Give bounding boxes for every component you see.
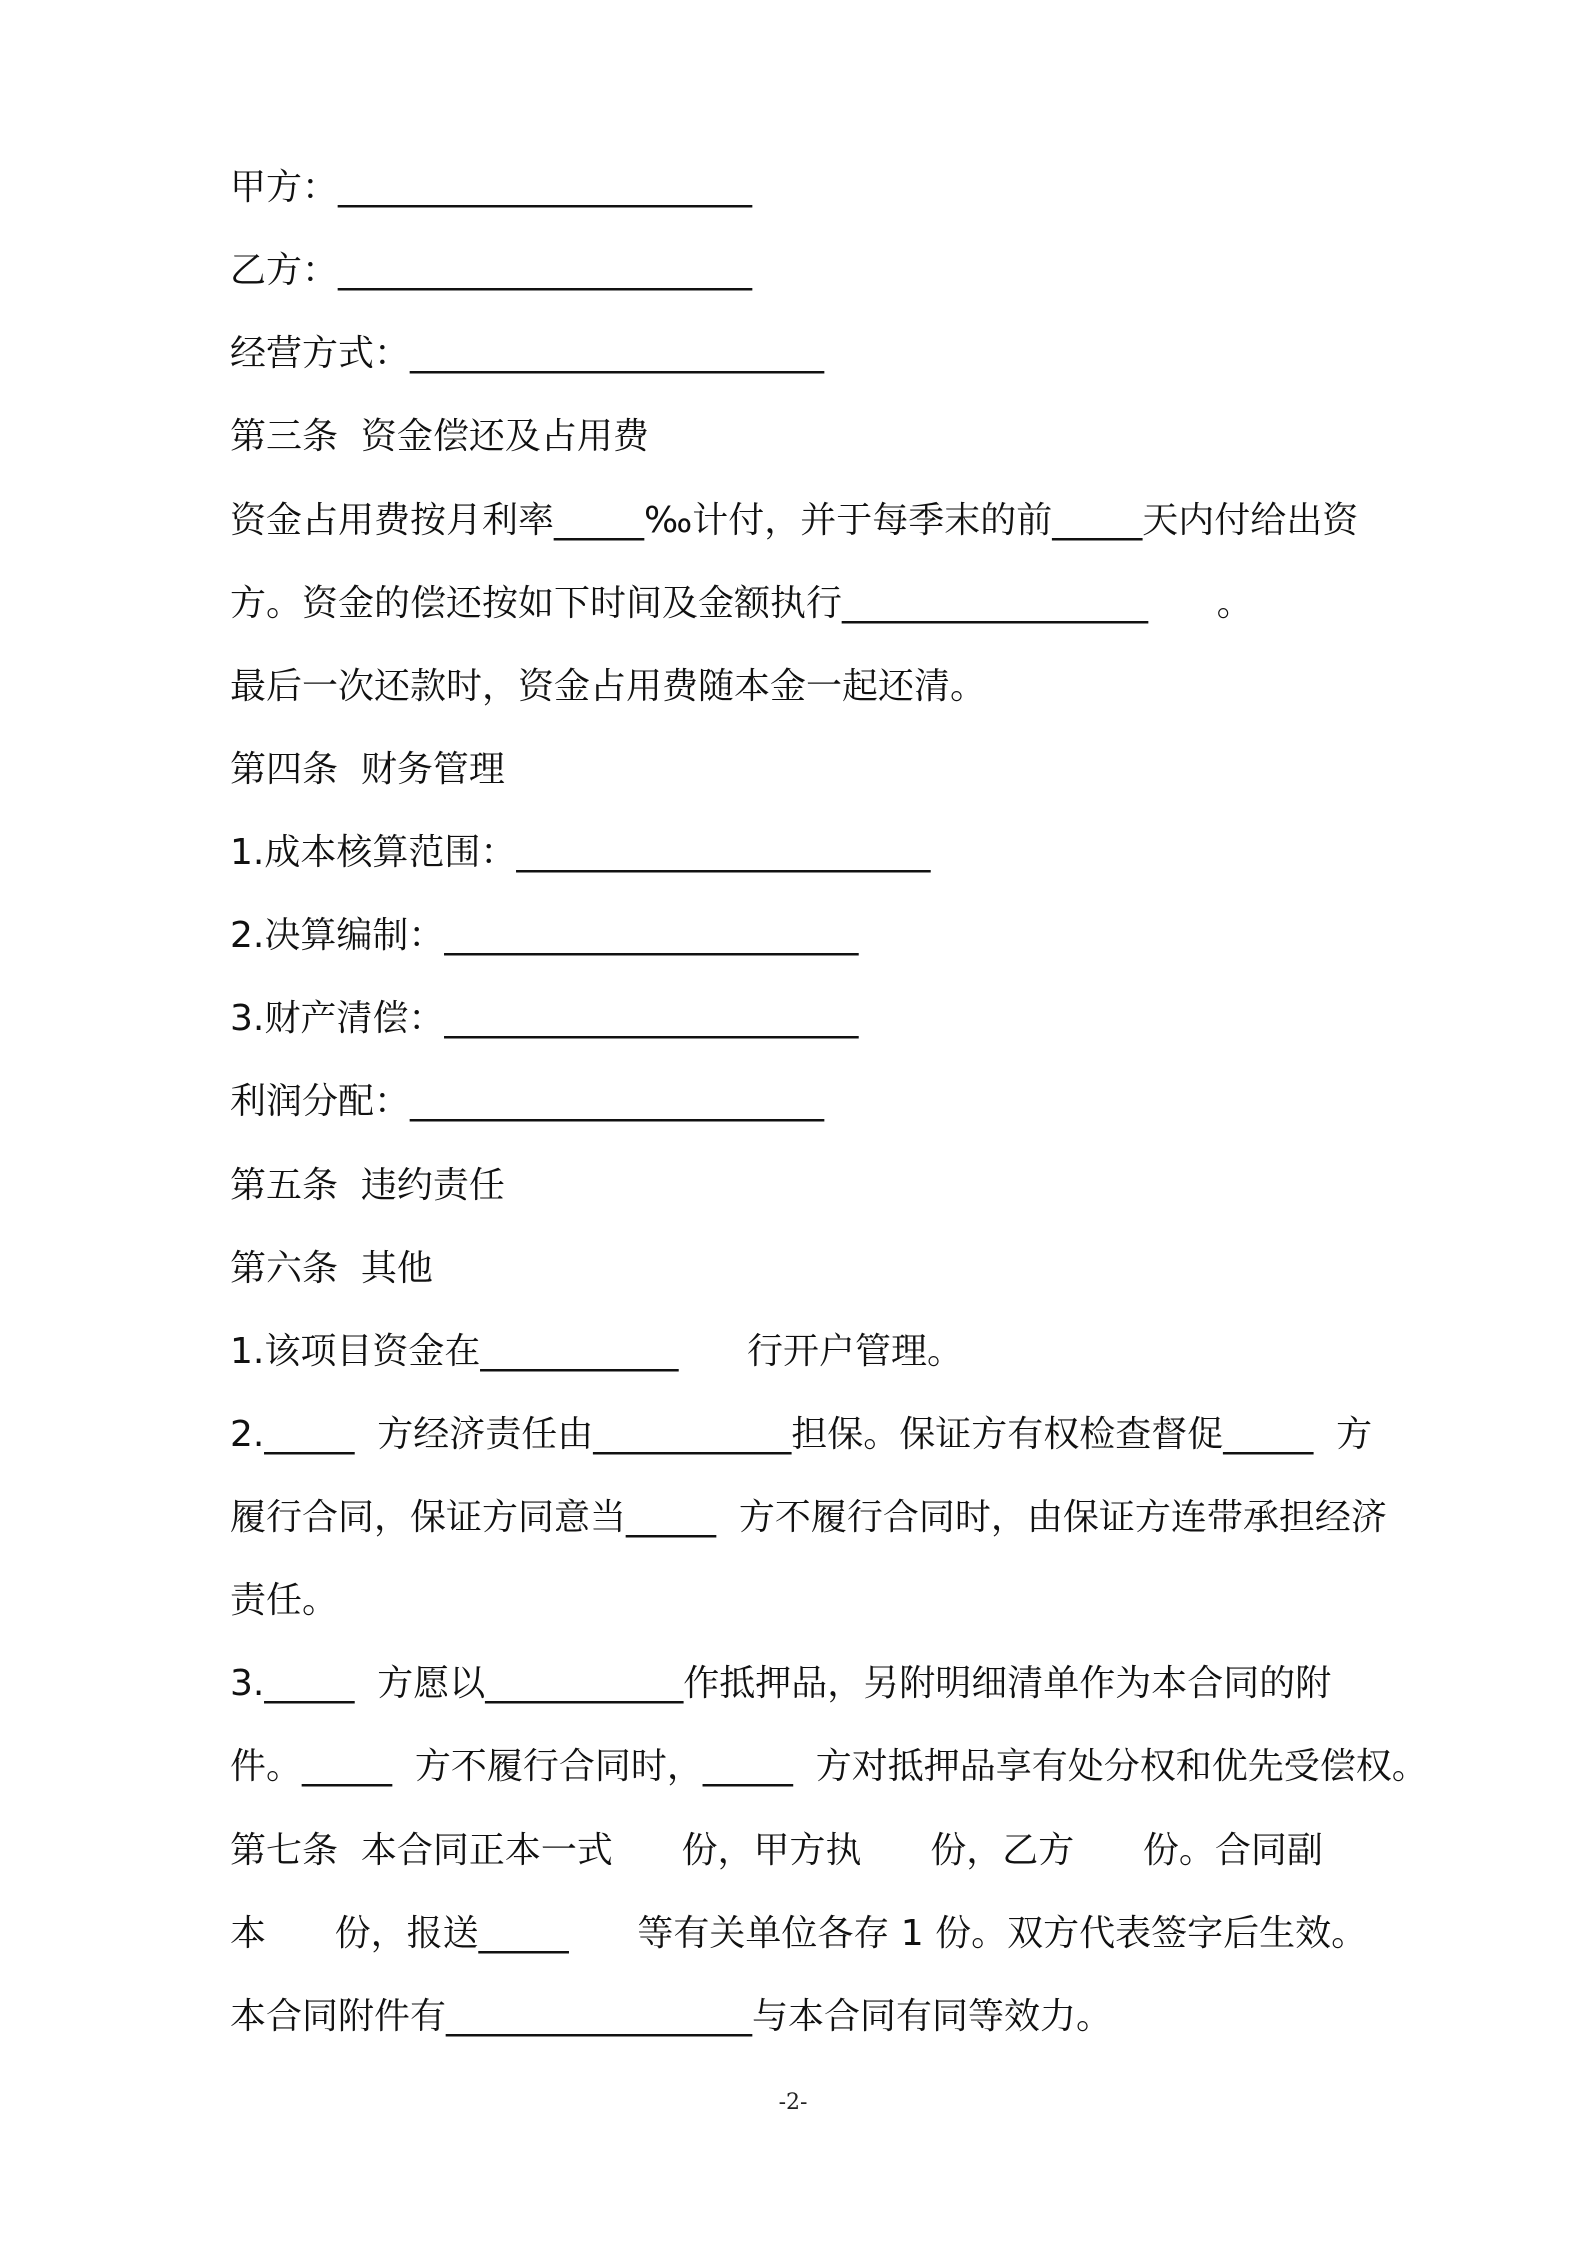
party-a-line: 甲方：_______________________ xyxy=(230,167,753,208)
article-7-line-2: 本 份，报送_____ 等有关单位各存 1 份。双方代表签字后生效。 xyxy=(230,1913,1368,1954)
business-mode-line: 经营方式：_______________________ xyxy=(230,333,825,374)
property-settlement-line: 3.财产清偿：_______________________ xyxy=(230,998,859,1039)
article-4-heading: 第四条 财务管理 xyxy=(230,749,505,790)
article-6-item-3-line-1: 3._____ 方愿以___________作抵押品，另附明细清单作为本合同的附 xyxy=(230,1663,1332,1704)
article-3-text-line-1: 资金占用费按月利率_____‰计付，并于每季末的前_____天内付给出资 xyxy=(230,500,1359,541)
final-accounts-line: 2.决算编制：_______________________ xyxy=(230,915,859,956)
page-number: -2- xyxy=(778,2090,808,2115)
article-6-heading: 第六条 其他 xyxy=(230,1248,433,1289)
article-7-line-1: 第七条 本合同正本一式 份，甲方执 份，乙方 份。合同副 xyxy=(230,1830,1323,1871)
attachments-line: 本合同附件有_________________与本合同有同等效力。 xyxy=(230,1996,1113,2037)
article-5-heading: 第五条 违约责任 xyxy=(230,1165,505,1206)
cost-accounting-line: 1.成本核算范围：_______________________ xyxy=(230,832,931,873)
article-6-item-2-line-2: 履行合同，保证方同意当_____ 方不履行合同时，由保证方连带承担经济 xyxy=(230,1497,1387,1538)
article-6-item-2-line-3: 责任。 xyxy=(230,1580,339,1621)
article-3-heading: 第三条 资金偿还及占用费 xyxy=(230,416,649,457)
profit-distribution-line: 利润分配：_______________________ xyxy=(230,1081,825,1122)
article-6-item-3-line-2: 件。_____ 方不履行合同时，_____ 方对抵押品享有处分权和优先受偿权。 xyxy=(230,1746,1428,1787)
article-3-text-line-2: 方。资金的偿还按如下时间及金额执行_________________ 。 xyxy=(230,583,1253,624)
article-3-text-line-3: 最后一次还款时，资金占用费随本金一起还清。 xyxy=(230,666,987,707)
article-6-item-2-line-1: 2._____ 方经济责任由___________担保。保证方有权检查督促_____ 方 xyxy=(230,1414,1373,1455)
party-b-line: 乙方：_______________________ xyxy=(230,250,753,291)
article-6-item-1: 1.该项目资金在___________ 行开户管理。 xyxy=(230,1331,964,1372)
